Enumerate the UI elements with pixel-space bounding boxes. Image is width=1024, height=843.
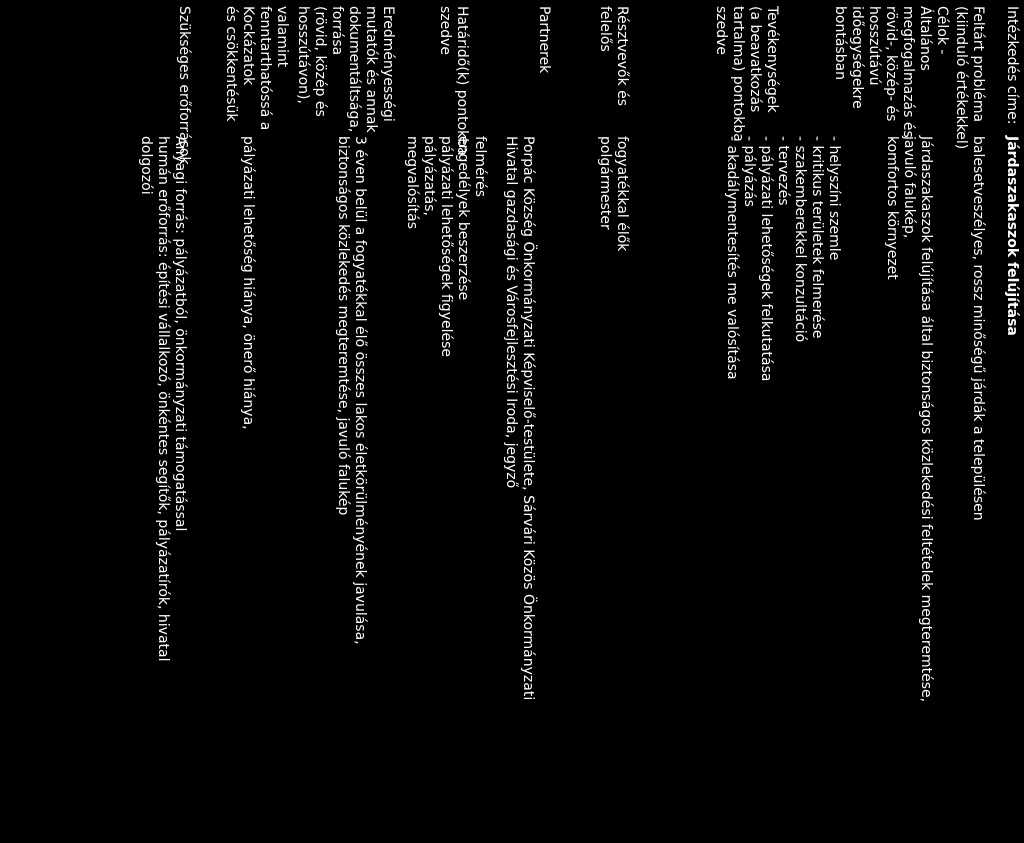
value-partners: Porpác Község Önkormányzati Képviselő-testülete, Sárvári Közös Önkormányzati Hivatal gazdasági és Városfejlesztési Iroda, jegyző bbox=[503, 136, 536, 701]
value-title: Járdaszakaszok felújítása bbox=[1004, 136, 1020, 336]
label-activities: Tevékenységek (a beavatkozás tartalma) pontokba szedve bbox=[713, 6, 780, 142]
list-item: - akadálymentesítés me valósítása bbox=[724, 136, 740, 380]
list-item: felmérés bbox=[472, 136, 488, 198]
list-item: - helyszíni szemle bbox=[826, 136, 842, 261]
label-risks: valamint fenntarthatóssá a Kockázatok és csökkentésük bbox=[223, 6, 290, 131]
label-partners: Partnerek bbox=[536, 6, 552, 74]
list-item: pályázati lehetőségek figyelése bbox=[438, 136, 454, 357]
label-participants: Résztvevők és felelős bbox=[597, 6, 630, 107]
list-item: - kritikus területek felmerése bbox=[809, 136, 825, 339]
list-item: megvalósítás bbox=[404, 136, 420, 230]
deadlines-list bbox=[403, 136, 488, 836]
value-participants: fogyatékkal élők polgármester bbox=[597, 136, 630, 252]
label-deadlines: Határidő(k) pontokba szedve bbox=[437, 6, 470, 156]
value-risks: pályázati lehetőség hiánya, önerő hiánya, bbox=[240, 136, 256, 430]
list-item: pályázatás, bbox=[421, 136, 437, 216]
list-item: - pályázás bbox=[741, 136, 757, 207]
list-item: - tervezés bbox=[775, 136, 791, 206]
value-resources: Anyagi forrás: pályázatból, önkormányzati támogatással humán erőforrás: építési vállalkozó, önkéntes segítők, pályázatírók, hivatal dolgozói bbox=[138, 136, 188, 662]
label-indicators: Eredményességi mutatók és annak dokumentáltsága, forrása (rövid, közép és hosszútávon), bbox=[295, 6, 396, 133]
value-indicators: 3 éven belül a fogyatékkal élő összes lakos életkörülményének javulása, biztonságos közlekedés megteremtése, javuló falukép bbox=[335, 136, 368, 645]
list-item: - pályázati lehetőségek felkutatása bbox=[758, 136, 774, 382]
activities-list bbox=[723, 136, 842, 836]
value-goals: Járdaszakaszok felújítása által biztonságos közlekedési feltételek megteremtése, javuló falukép, komfortos környezet bbox=[884, 136, 934, 703]
label-goals: Célok - Általános megfogalmazás és rövid-, közép- és hosszútávú időegységekre bontásban bbox=[832, 6, 950, 138]
list-item: engedélyek beszerzése bbox=[455, 136, 471, 301]
list-item: - szakemberekkel konzultáció bbox=[792, 136, 808, 343]
value-problem: balesetveszélyes, rossz minőségű járdák a településen bbox=[970, 136, 986, 521]
label-title: Intézkedés címe: bbox=[1004, 6, 1020, 125]
label-problem: Feltárt probléma (kiinduló értékekkel) bbox=[953, 6, 986, 150]
label-resources: Szükséges erőforrások bbox=[176, 6, 192, 165]
